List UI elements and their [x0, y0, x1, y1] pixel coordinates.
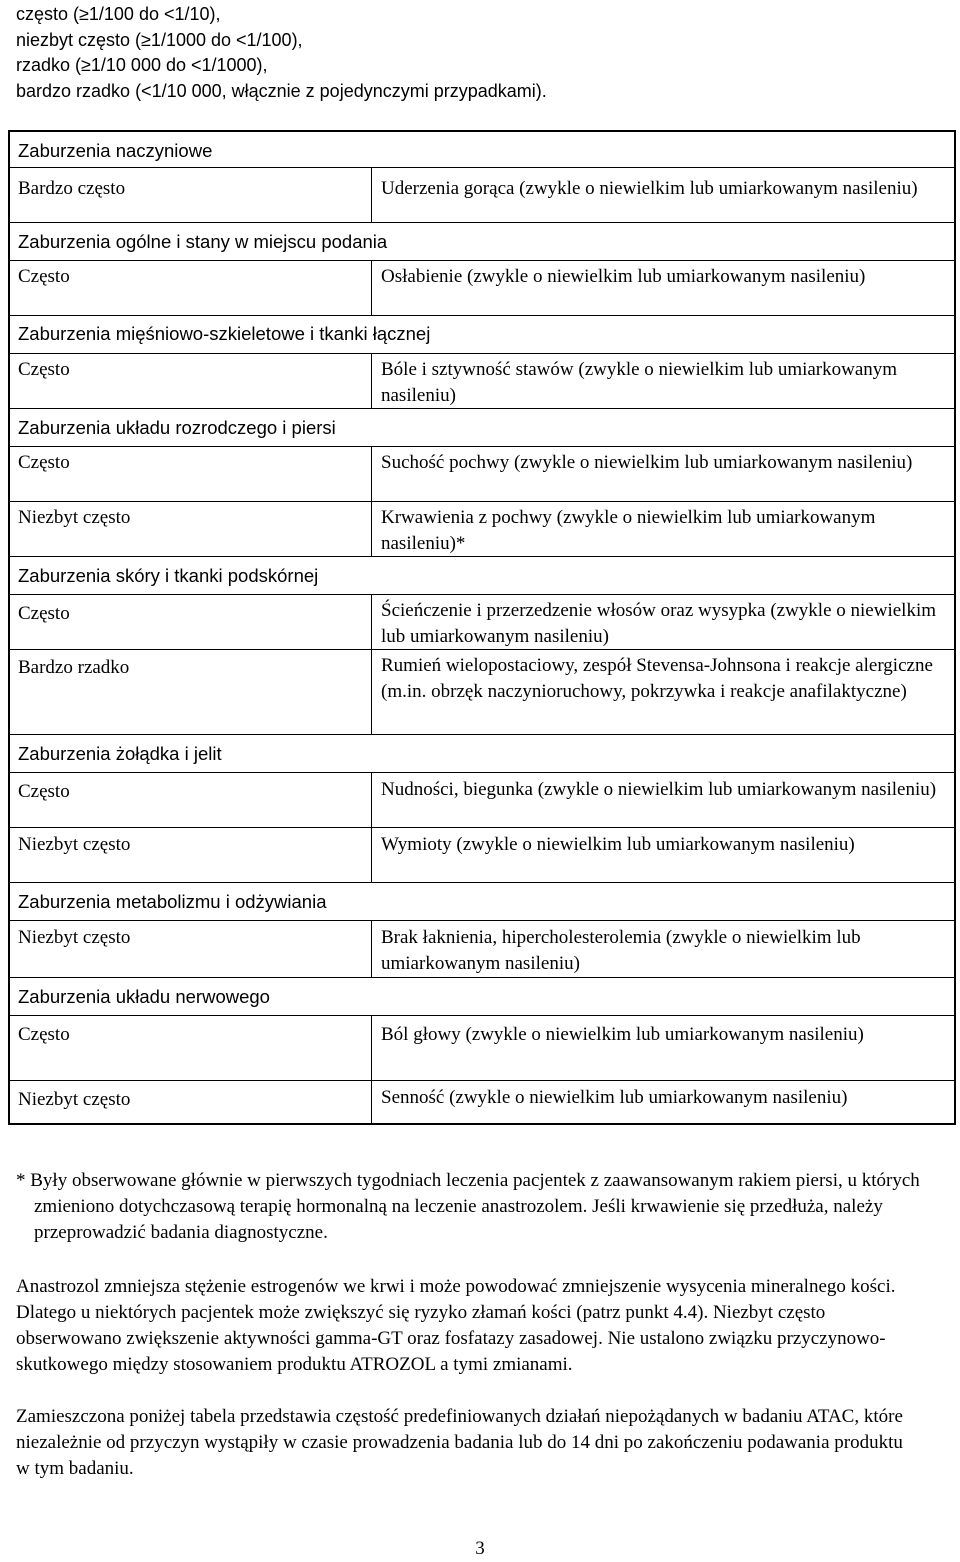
section-title-gastrointestinal: Zaburzenia żołądka i jelit — [10, 735, 954, 773]
page-number: 3 — [475, 1538, 485, 1559]
frequency-line: bardzo rzadko (<1/10 000, włącznie z pojedynczymi przypadkami). — [16, 80, 547, 101]
section-title-skin: Zaburzenia skóry i tkanki podskórnej — [10, 557, 954, 595]
frequency-cell: Niezbyt często — [10, 1081, 372, 1123]
table-row — [10, 649, 954, 734]
section-title-reproductive: Zaburzenia układu rozrodczego i piersi — [10, 409, 954, 447]
frequency-line: niezbyt często (≥1/1000 do <1/100), — [16, 29, 303, 50]
section-title-general: Zaburzenia ogólne i stany w miejscu podania — [10, 223, 954, 261]
table-row — [10, 354, 954, 408]
frequency-cell: Często — [10, 261, 372, 315]
frequency-cell: Często — [10, 773, 372, 827]
table-row — [10, 261, 954, 315]
adverse-event-cell: Osłabienie (zwykle o niewielkim lub umiarkowanym nasileniu) — [381, 266, 866, 287]
section-block — [10, 315, 954, 408]
adverse-event-cell: Ból głowy (zwykle o niewielkim lub umiarkowanym nasileniu) — [381, 1024, 864, 1045]
frequency-cell: Często — [10, 354, 372, 408]
section-title-musculoskeletal: Zaburzenia mięśniowo-szkieletowe i tkanki łącznej — [10, 316, 954, 354]
adverse-event-cell: Wymioty (zwykle o niewielkim lub umiarkowanym nasileniu) — [381, 834, 855, 855]
adverse-event-cell: Ścieńczenie i przerzedzenie włosów oraz wysypka (zwykle o niewielkim lub umiarkowanym nasileniu) — [381, 600, 936, 647]
frequency-definitions — [16, 2, 946, 104]
table-row — [10, 1080, 954, 1123]
section-block — [10, 222, 954, 315]
table-row — [10, 168, 954, 222]
frequency-cell: Niezbyt często — [10, 828, 372, 882]
section-title-vascular: Zaburzenia naczyniowe — [10, 132, 954, 168]
section-block — [10, 882, 954, 977]
table-row — [10, 921, 954, 977]
section-block — [10, 556, 954, 734]
adverse-event-cell: Nudności, biegunka (zwykle o niewielkim lub umiarkowanym nasileniu) — [381, 779, 937, 800]
table-row — [10, 595, 954, 649]
section-block — [10, 977, 954, 1123]
frequency-cell: Bardzo rzadko — [10, 650, 372, 734]
footnote-text: * Były obserwowane głównie w pierwszych tygodniach leczenia pacjentek z zaawansowanym rakiem piersi, u których zmieniono dotychczasową terapię hormonalną na leczenie anastrozolem. Jeśli krwawienie się przedłuża, należy przeprowadzić badania diagnostyczne. — [16, 1170, 920, 1243]
adverse-event-cell: Senność (zwykle o niewielkim lub umiarkowanym nasileniu) — [381, 1087, 848, 1108]
table-row — [10, 501, 954, 556]
adverse-event-cell: Krwawienia z pochwy (zwykle o niewielkim lub umiarkowanym nasileniu)* — [381, 507, 876, 554]
adverse-event-cell: Rumień wielopostaciowy, zespół Stevensa-Johnsona i reakcje alergiczne (m.in. obrzęk naczynioruchowy, pokrzywka i reakcje anafilaktyczne) — [381, 655, 933, 702]
frequency-cell: Niezbyt często — [10, 502, 372, 556]
section-title-nervous-system: Zaburzenia układu nerwowego — [10, 978, 954, 1016]
adverse-event-cell: Brak łaknienia, hipercholesterolemia (zwykle o niewielkim lub umiarkowanym nasileniu) — [381, 927, 861, 974]
frequency-cell: Bardzo często — [10, 168, 372, 222]
atac-paragraph: Zamieszczona poniżej tabela przedstawia częstość predefiniowanych działań niepożądanych w badaniu ATAC, które niezależnie od przyczyn wystąpiły w czasie prowadzenia badania lub do 14 dni po zakończeniu podawania produktu w tym badaniu. — [16, 1406, 903, 1479]
table-row — [10, 447, 954, 501]
table-row — [10, 827, 954, 882]
frequency-cell: Niezbyt często — [10, 921, 372, 977]
frequency-cell: Często — [10, 447, 372, 501]
adverse-event-cell: Bóle i sztywność stawów (zwykle o niewielkim lub umiarkowanym nasileniu) — [381, 359, 898, 406]
section-title-metabolism: Zaburzenia metabolizmu i odżywiania — [10, 883, 954, 921]
table-row — [10, 1016, 954, 1080]
section-block — [10, 734, 954, 882]
table-footnote — [16, 1168, 946, 1246]
table-row — [10, 773, 954, 827]
adverse-event-cell: Uderzenia gorąca (zwykle o niewielkim lub umiarkowanym nasileniu) — [381, 178, 918, 199]
frequency-cell: Często — [10, 1016, 372, 1080]
bone-density-paragraph: Anastrozol zmniejsza stężenie estrogenów we krwi i może powodować zmniejszenie wysycenia mineralnego kości. Dlatego u niektórych pacjentek może zwiększyć się ryzyko złamań kości (patrz punkt 4.4). Niezbyt często obserwowano zwiększenie aktywności gamma-GT oraz fosfatazy zasadowej. Nie ustalono związku przyczynowo-skutkowego między stosowaniem produktu ATROZOL a tymi zmianami. — [16, 1276, 896, 1375]
frequency-line: rzadko (≥1/10 000 do <1/1000), — [16, 55, 268, 75]
adverse-events-table — [8, 130, 956, 1125]
section-block — [10, 408, 954, 556]
frequency-line: często (≥1/100 do <1/10), — [16, 4, 221, 24]
adverse-event-cell: Suchość pochwy (zwykle o niewielkim lub umiarkowanym nasileniu) — [381, 452, 913, 473]
frequency-cell: Często — [10, 595, 372, 649]
